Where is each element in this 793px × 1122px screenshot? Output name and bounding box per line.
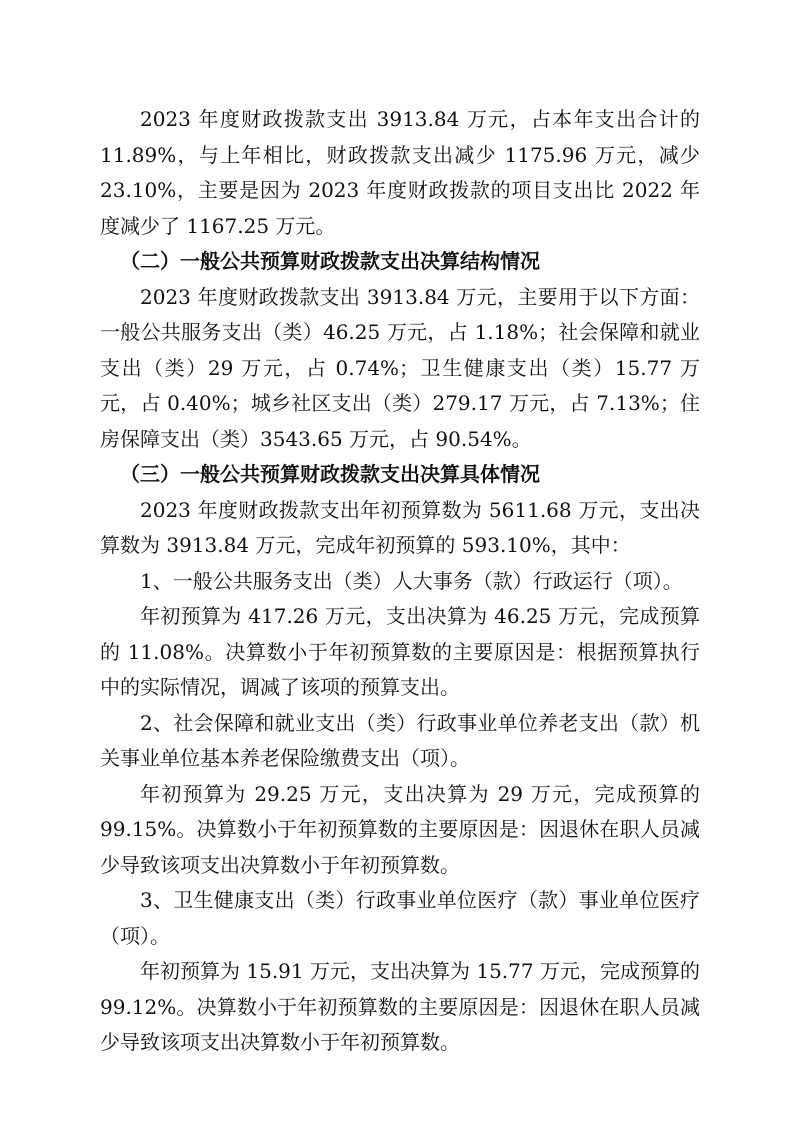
paragraph-details-intro: 2023 年度财政拨款支出年初预算数为 5611.68 万元，支出决算数为 3913.84 万元，完成年初预算的 593.10%，其中： [100, 497, 700, 557]
item-2-title: 2、社会保障和就业支出（类）行政事业单位养老支出（款）机关事业单位基本养老保险缴费支出（项）。 [100, 710, 700, 770]
paragraph-appropriation-summary: 2023 年度财政拨款支出 3913.84 万元，占本年支出合计的 11.89%，与上年相比，财政拨款支出减少 1175.96 万元，减少 23.10%，主要是因为 2023 年度财政拨款的项目支出比 2022 年度减少了 1167.25 万元。 [100, 107, 700, 238]
item-1-title: 1、一般公共服务支出（类）人大事务（款）行政运行（项）。 [140, 568, 683, 593]
item-1-body: 年初预算为 417.26 万元，支出决算为 46.25 万元，完成预算的 11.08%。决算数小于年初预算数的主要原因是：根据预算执行中的实际情况，调减了该项的预算支出。 [100, 604, 700, 699]
section-heading-structure: （二）一般公共预算财政拨款支出决算结构情况 [120, 249, 540, 273]
item-3-body: 年初预算为 15.91 万元，支出决算为 15.77 万元，完成预算的 99.12%。决算数小于年初预算数的主要原因是：因退休在职人员减少导致该项支出决算数小于年初预算数。 [100, 959, 700, 1054]
item-2-body: 年初预算为 29.25 万元，支出决算为 29 万元，完成预算的 99.15%。决算数小于年初预算数的主要原因是：因退休在职人员减少导致该项支出决算数小于年初预算数。 [100, 781, 700, 877]
paragraph-structure: 2023 年度财政拨款支出 3913.84 万元，主要用于以下方面：一般公共服务支出（类）46.25 万元，占 1.18%；社会保障和就业支出（类）29 万元，占 0.74%；卫生健康支出（类）15.77 万元，占 0.40%；城乡社区支出（类）279.17 万元，占 7.13%；住房保障支出（类）3543.65 万元，占 90.54%。 [100, 284, 700, 451]
item-3-title: 3、卫生健康支出（类）行政事业单位医疗（款）事业单位医疗（项）。 [100, 888, 700, 948]
section-heading-details: （三）一般公共预算财政拨款支出决算具体情况 [120, 462, 540, 486]
document-page [100, 102, 700, 1061]
